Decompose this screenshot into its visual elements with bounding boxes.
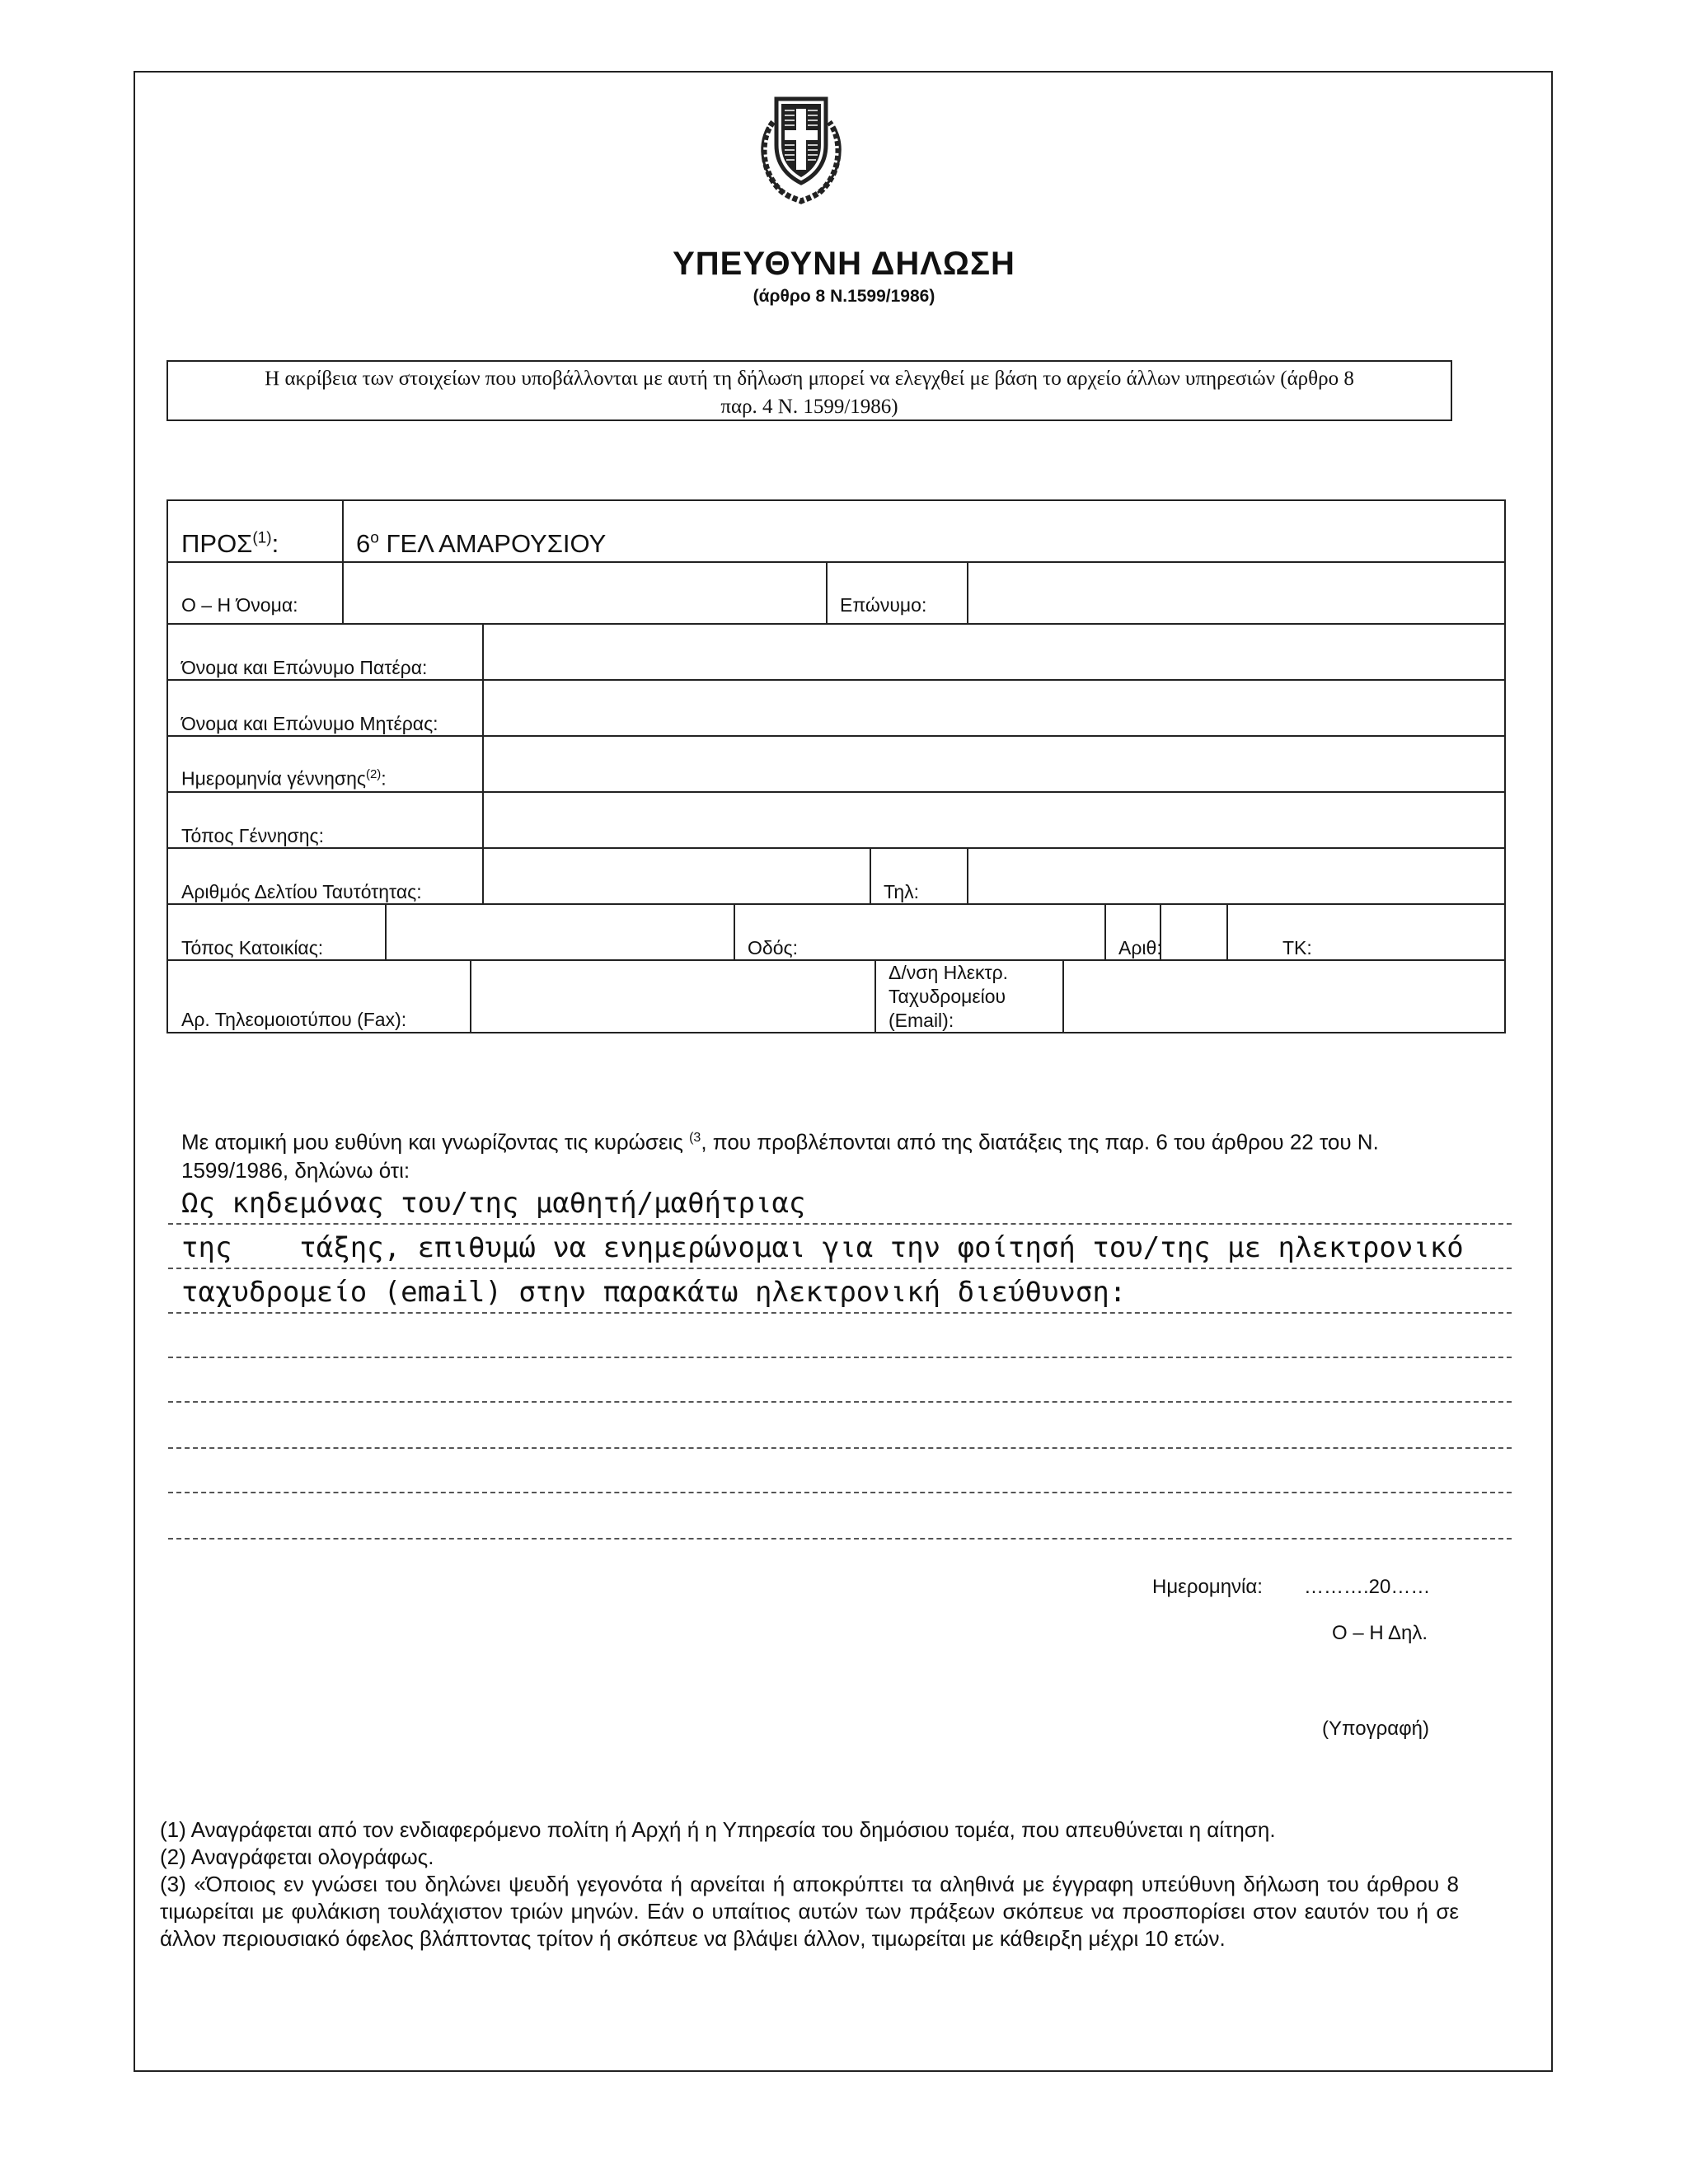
dotted-line bbox=[168, 1447, 1512, 1449]
col-divider bbox=[967, 561, 968, 623]
col-divider bbox=[826, 561, 828, 623]
declaration-line-2: της τάξης, επιθυμώ να ενημερώνομαι για την φοίτησή του/της με ηλεκτρονικό bbox=[181, 1231, 1464, 1264]
declarant-details-table bbox=[166, 499, 1506, 1033]
row-divider bbox=[168, 623, 1504, 625]
signature-label: (Υπογραφή) bbox=[1322, 1718, 1429, 1740]
row-divider bbox=[168, 791, 1504, 793]
date-field[interactable]: ……….20…… bbox=[1304, 1576, 1431, 1598]
greek-coat-of-arms-icon bbox=[752, 89, 851, 204]
surname-label: Επώνυμο: bbox=[840, 594, 927, 616]
col-divider bbox=[874, 959, 876, 1033]
dotted-line bbox=[168, 1312, 1512, 1314]
accuracy-notice bbox=[166, 360, 1452, 421]
col-divider bbox=[385, 903, 387, 959]
dotted-line bbox=[168, 1538, 1512, 1540]
col-divider bbox=[1226, 903, 1228, 959]
fax-label: Αρ. Τηλεομοιοτύπου (Fax): bbox=[181, 1009, 407, 1030]
col-divider bbox=[1104, 903, 1106, 959]
birthplace-label: Τόπος Γέννησης: bbox=[181, 825, 324, 846]
dotted-line bbox=[168, 1492, 1512, 1493]
birthdate-label: Ημερομηνία γέννησης$^{(2)}$: bbox=[181, 767, 387, 790]
declaration-intro: Με ατομική μου ευθύνη και γνωρίζοντας τις κυρώσεις $^{(3}$, που προβλέπονται από της διατάξεις της παρ. 6 του άρθρου 22 του Ν. 1599/1986, δηλώνω ότι: bbox=[181, 1129, 1379, 1183]
notice-line-1: Η ακρίβεια των στοιχείων που υποβάλλονται με αυτή τη δήλωση μπορεί να ελεγχθεί με βάση το αρχείο άλλων υπηρεσιών (άρθρο 8 bbox=[265, 368, 1354, 390]
document-subtitle: (άρθρο 8 Ν.1599/1986) bbox=[753, 287, 935, 306]
footnote-1: (1) Αναγράφεται από τον ενδιαφερόμενο πολίτη ή Αρχή ή η Υπηρεσία του δημόσιου τομέα, που απευθύνεται η αίτηση. bbox=[160, 1817, 1276, 1842]
col-divider bbox=[1062, 959, 1064, 1033]
declaration-line-3: ταχυδρομείο (email) στην παρακάτω ηλεκτρονική διεύθυνση: bbox=[181, 1276, 1127, 1309]
notice-line-2: παρ. 4 Ν. 1599/1986) bbox=[720, 396, 898, 418]
dotted-line bbox=[168, 1401, 1512, 1403]
row-divider bbox=[168, 903, 1504, 905]
col-divider bbox=[470, 959, 471, 1033]
postcode-label: ΤΚ: bbox=[1282, 937, 1312, 958]
row-divider bbox=[168, 959, 1504, 961]
row-divider bbox=[168, 735, 1504, 737]
row-divider bbox=[168, 847, 1504, 849]
street-number-label: Αριθ: bbox=[1118, 937, 1162, 958]
footnotes bbox=[160, 1816, 1459, 1952]
date-label: Ημερομηνία: bbox=[1152, 1576, 1263, 1598]
recipient-label: ΠΡΟΣ$^{(1)}$: bbox=[181, 529, 279, 558]
mother-name-label: Όνομα και Επώνυμο Μητέρας: bbox=[181, 713, 438, 734]
row-divider bbox=[168, 679, 1504, 681]
col-divider bbox=[967, 847, 968, 903]
footnote-2: (2) Αναγράφεται ολογράφως. bbox=[160, 1844, 434, 1869]
footnote-3: (3) «Όποιος εν γνώσει του δηλώνει ψευδή γεγονότα ή αρνείται ή αποκρύπτει τα αληθινά με έγγραφη υπεύθυνη δήλωση του άρθρου 8 τιμωρείται με φυλάκιση τουλάχιστον τριών μηνών. Εάν ο υπαίτιος αυτών των πράξεων σκόπευε να προσπορίσει στον εαυτόν του ή σε άλλον περιουσιακό όφελος βλάπτοντας τρίτον ή σκόπευε να βλάψει άλλον, τιμωρείται με κάθειρξη μέχρι 10 ετών. bbox=[160, 1872, 1459, 1951]
dotted-line bbox=[168, 1223, 1512, 1225]
residence-label: Τόπος Κατοικίας: bbox=[181, 937, 324, 958]
email-label: Δ/νση Ηλεκτρ. Ταχυδρομείου (Email): bbox=[889, 962, 1009, 1031]
first-name-label: Ο – Η Όνομα: bbox=[181, 594, 298, 616]
id-number-label: Αριθμός Δελτίου Ταυτότητας: bbox=[181, 881, 422, 902]
col-divider bbox=[342, 501, 344, 623]
row-divider bbox=[168, 561, 1504, 563]
father-name-label: Όνομα και Επώνυμο Πατέρα: bbox=[181, 657, 428, 678]
declaration-line-1: Ως κηδεμόνας του/της μαθητή/μαθήτριας bbox=[181, 1187, 806, 1220]
col-divider bbox=[870, 847, 871, 903]
declarant-label: Ο – Η Δηλ. bbox=[1332, 1622, 1428, 1644]
col-divider bbox=[482, 623, 484, 903]
recipient-value: $6^o$ ΓΕΛ ΑΜΑΡΟΥΣΙΟΥ bbox=[356, 529, 607, 558]
street-label: Οδός: bbox=[748, 937, 798, 958]
phone-label: Τηλ: bbox=[884, 881, 920, 902]
dotted-line bbox=[168, 1268, 1512, 1269]
document-title: ΥΠΕΥΘΥΝΗ ΔΗΛΩΣΗ bbox=[673, 246, 1015, 282]
col-divider bbox=[734, 903, 735, 959]
dotted-line bbox=[168, 1357, 1512, 1358]
